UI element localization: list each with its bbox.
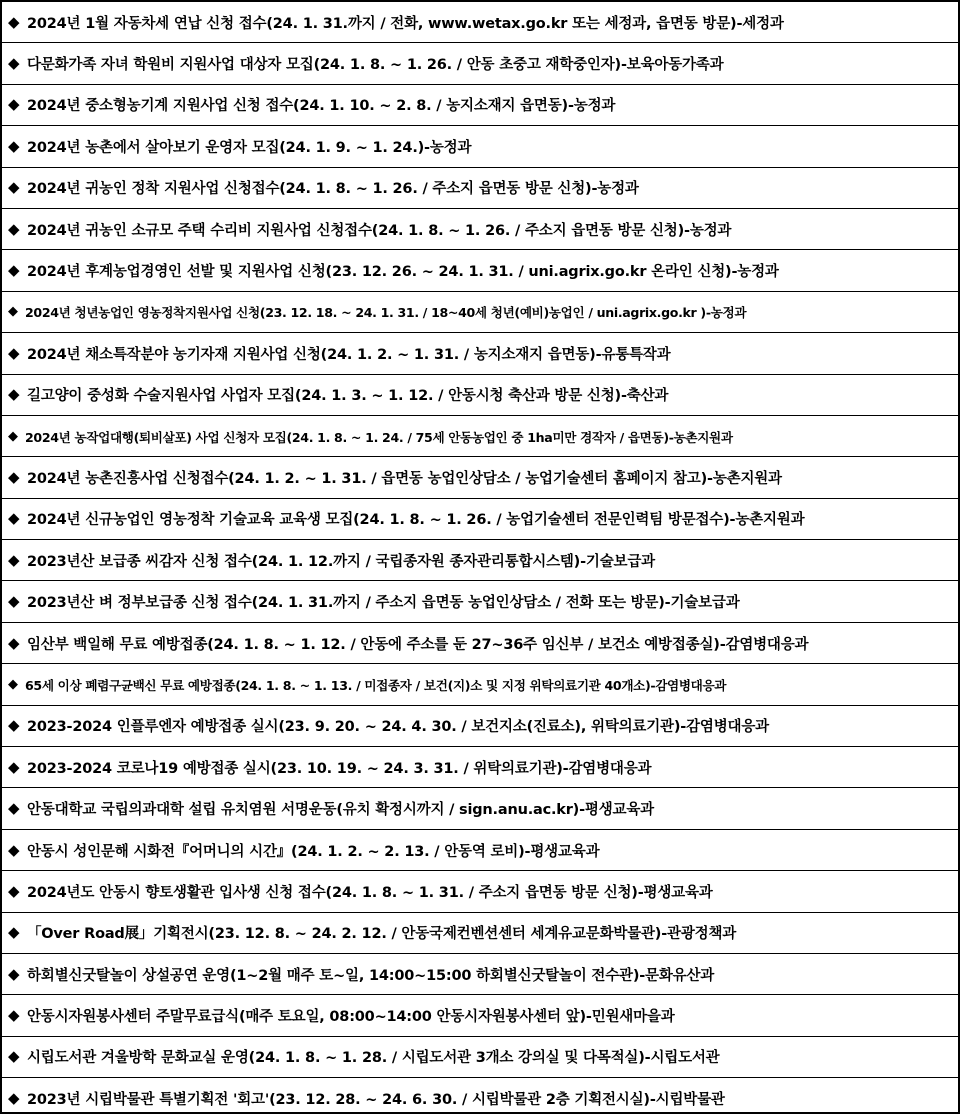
diamond-bullet-icon: ◆ <box>8 840 20 859</box>
notice-item <box>2 995 958 1036</box>
notice-item <box>2 581 958 622</box>
notice-item <box>2 747 958 788</box>
diamond-bullet-icon: ◆ <box>8 716 20 735</box>
diamond-bullet-icon: ◆ <box>8 509 20 528</box>
diamond-bullet-icon: ◆ <box>8 219 20 238</box>
notice-text: 2024년 1월 자동차세 연납 신청 접수(24. 1. 31.까지 / 전화, www.wetax.go.kr 또는 세정과, 읍면동 방문)-세정과 <box>27 15 784 32</box>
notice-item <box>2 540 958 581</box>
notice-text: 2023년산 보급종 씨감자 신청 접수(24. 1. 12.까지 / 국립종자원 종자관리통합시스템)-기술보급과 <box>27 553 655 570</box>
notice-item <box>2 499 958 540</box>
notice-item <box>2 250 958 291</box>
notice-text: 2024년 농작업대행(퇴비살포) 사업 신청자 모집(24. 1. 8. ~ 1. 24. / 75세 안동농업인 중 1ha미만 경작자 / 읍면동)-농촌지원과 <box>25 429 733 445</box>
notice-item <box>2 788 958 829</box>
notice-text: 65세 이상 폐렴구균백신 무료 예방접종(24. 1. 8. ~ 1. 13. / 미접종자 / 보건(지)소 및 지정 위탁의료기관 40개소)-감염병대응과 <box>25 677 727 693</box>
notice-item <box>2 416 958 457</box>
notice-text: 임산부 백일해 무료 예방접종(24. 1. 8. ~ 1. 12. / 안동에 주소를 둔 27~36주 임신부 / 보건소 예방접종실)-감염병대응과 <box>27 636 809 653</box>
notice-text: 2024년도 안동시 향토생활관 입사생 신청 접수(24. 1. 8. ~ 1. 31. / 주소지 읍면동 방문 신청)-평생교육과 <box>27 884 713 901</box>
notice-text: 2024년 후계농업경영인 선발 및 지원사업 신청(23. 12. 26. ~ 24. 1. 31. / uni.agrix.go.kr 온라인 신청)-농정과 <box>27 264 779 281</box>
diamond-bullet-icon: ◆ <box>8 757 20 776</box>
notice-item <box>2 168 958 209</box>
diamond-bullet-icon: ◆ <box>8 1047 20 1066</box>
notice-item <box>2 333 958 374</box>
notice-item <box>2 1078 958 1119</box>
notice-item <box>2 209 958 250</box>
notice-text: 2024년 채소특작분야 농기자재 지원사업 신청(24. 1. 2. ~ 1. 31. / 농지소재지 읍면동)-유통특작과 <box>27 346 671 363</box>
diamond-bullet-icon: ◆ <box>8 676 18 692</box>
notice-text: 2023-2024 인플루엔자 예방접종 실시(23. 9. 20. ~ 24. 4. 30. / 보건지소(진료소), 위탁의료기관)-감염병대응과 <box>27 719 769 736</box>
notice-text: 2024년 농촌에서 살아보기 운영자 모집(24. 1. 9. ~ 1. 24.)-농정과 <box>27 139 472 156</box>
diamond-bullet-icon: ◆ <box>8 923 20 942</box>
notice-text: 2024년 농촌진흥사업 신청접수(24. 1. 2. ~ 1. 31. / 읍면동 농업인상담소 / 농업기술센터 홈페이지 참고)-농촌지원과 <box>27 470 782 487</box>
notice-text: 2024년 중소형농기계 지원사업 신청 접수(24. 1. 10. ~ 2. 8. / 농지소재지 읍면동)-농정과 <box>27 98 616 115</box>
notice-item <box>2 126 958 167</box>
notice-item <box>2 830 958 871</box>
diamond-bullet-icon: ◆ <box>8 12 20 31</box>
diamond-bullet-icon: ◆ <box>8 95 20 114</box>
notice-text: 2024년 청년농업인 영농정착지원사업 신청(23. 12. 18. ~ 24. 1. 31. / 18~40세 청년(예비)농업인 / uni.agrix.go.kr )-농정과 <box>25 305 747 321</box>
notice-item <box>2 871 958 912</box>
notice-text: 2023-2024 코로나19 예방접종 실시(23. 10. 19. ~ 24. 3. 31. / 위탁의료기관)-감염병대응과 <box>27 760 652 777</box>
diamond-bullet-icon: ◆ <box>8 881 20 900</box>
diamond-bullet-icon: ◆ <box>8 799 20 818</box>
notice-item <box>2 85 958 126</box>
notice-text: 2024년 귀농인 정착 지원사업 신청접수(24. 1. 8. ~ 1. 26. / 주소지 읍면동 방문 신청)-농정과 <box>27 181 639 198</box>
diamond-bullet-icon: ◆ <box>8 178 20 197</box>
notice-list <box>2 2 958 1120</box>
notice-item <box>2 664 958 705</box>
notice-text: 안동대학교 국립의과대학 설립 유치염원 서명운동(유치 확정시까지 / sign.anu.ac.kr)-평생교육과 <box>27 802 654 819</box>
diamond-bullet-icon: ◆ <box>8 261 20 280</box>
notice-text: 시립도서관 겨울방학 문화교실 운영(24. 1. 8. ~ 1. 28. / 시립도서관 3개소 강의실 및 다목적실)-시립도서관 <box>27 1050 720 1067</box>
diamond-bullet-icon: ◆ <box>8 1089 20 1108</box>
notice-item <box>2 706 958 747</box>
notice-text: 안동시 성인문해 시화전『어머니의 시간』(24. 1. 2. ~ 2. 13. / 안동역 로비)-평생교육과 <box>27 843 600 860</box>
notice-text: 2023년산 벼 정부보급종 신청 접수(24. 1. 31.까지 / 주소지 읍면동 농업인상담소 / 전화 또는 방문)-기술보급과 <box>27 595 740 612</box>
notice-item <box>2 2 958 43</box>
diamond-bullet-icon: ◆ <box>8 304 18 320</box>
notice-item <box>2 375 958 416</box>
notice-text: 길고양이 중성화 수술지원사업 사업자 모집(24. 1. 3. ~ 1. 12. / 안동시청 축산과 방문 신청)-축산과 <box>27 388 669 405</box>
notice-text: 하회별신굿탈놀이 상설공연 운영(1~2월 매주 토~일, 14:00~15:00 하회별신굿탈놀이 전수관)-문화유산과 <box>27 967 715 984</box>
notice-item <box>2 43 958 84</box>
diamond-bullet-icon: ◆ <box>8 385 20 404</box>
notice-item <box>2 954 958 995</box>
notice-text: 다문화가족 자녀 학원비 지원사업 대상자 모집(24. 1. 8. ~ 1. 26. / 안동 초중고 재학중인자)-보육아동가족과 <box>27 57 724 74</box>
notice-item <box>2 623 958 664</box>
diamond-bullet-icon: ◆ <box>8 54 20 73</box>
notice-item <box>2 1037 958 1078</box>
diamond-bullet-icon: ◆ <box>8 592 20 611</box>
notice-item <box>2 457 958 498</box>
diamond-bullet-icon: ◆ <box>8 428 18 444</box>
diamond-bullet-icon: ◆ <box>8 1006 20 1025</box>
diamond-bullet-icon: ◆ <box>8 136 20 155</box>
notice-text: 안동시자원봉사센터 주말무료급식(매주 토요일, 08:00~14:00 안동시자원봉사센터 앞)-민원새마을과 <box>27 1009 675 1026</box>
diamond-bullet-icon: ◆ <box>8 550 20 569</box>
notice-item <box>2 292 958 333</box>
notice-text: 「Over Road展」기획전시(23. 12. 8. ~ 24. 2. 12. / 안동국제컨벤션센터 세계유교문화박물관)-관광정책과 <box>27 926 737 943</box>
diamond-bullet-icon: ◆ <box>8 467 20 486</box>
notice-item <box>2 913 958 954</box>
diamond-bullet-icon: ◆ <box>8 343 20 362</box>
notice-text: 2024년 신규농업인 영농정착 기술교육 교육생 모집(24. 1. 8. ~ 1. 26. / 농업기술센터 전문인력팀 방문접수)-농촌지원과 <box>27 512 805 529</box>
notice-text: 2024년 귀농인 소규모 주택 수리비 지원사업 신청접수(24. 1. 8. ~ 1. 26. / 주소지 읍면동 방문 신청)-농정과 <box>27 222 732 239</box>
notice-text: 2023년 시립박물관 특별기획전 '회고'(23. 12. 28. ~ 24. 6. 30. / 시립박물관 2층 기획전시실)-시립박물관 <box>27 1092 725 1109</box>
diamond-bullet-icon: ◆ <box>8 633 20 652</box>
diamond-bullet-icon: ◆ <box>8 964 20 983</box>
